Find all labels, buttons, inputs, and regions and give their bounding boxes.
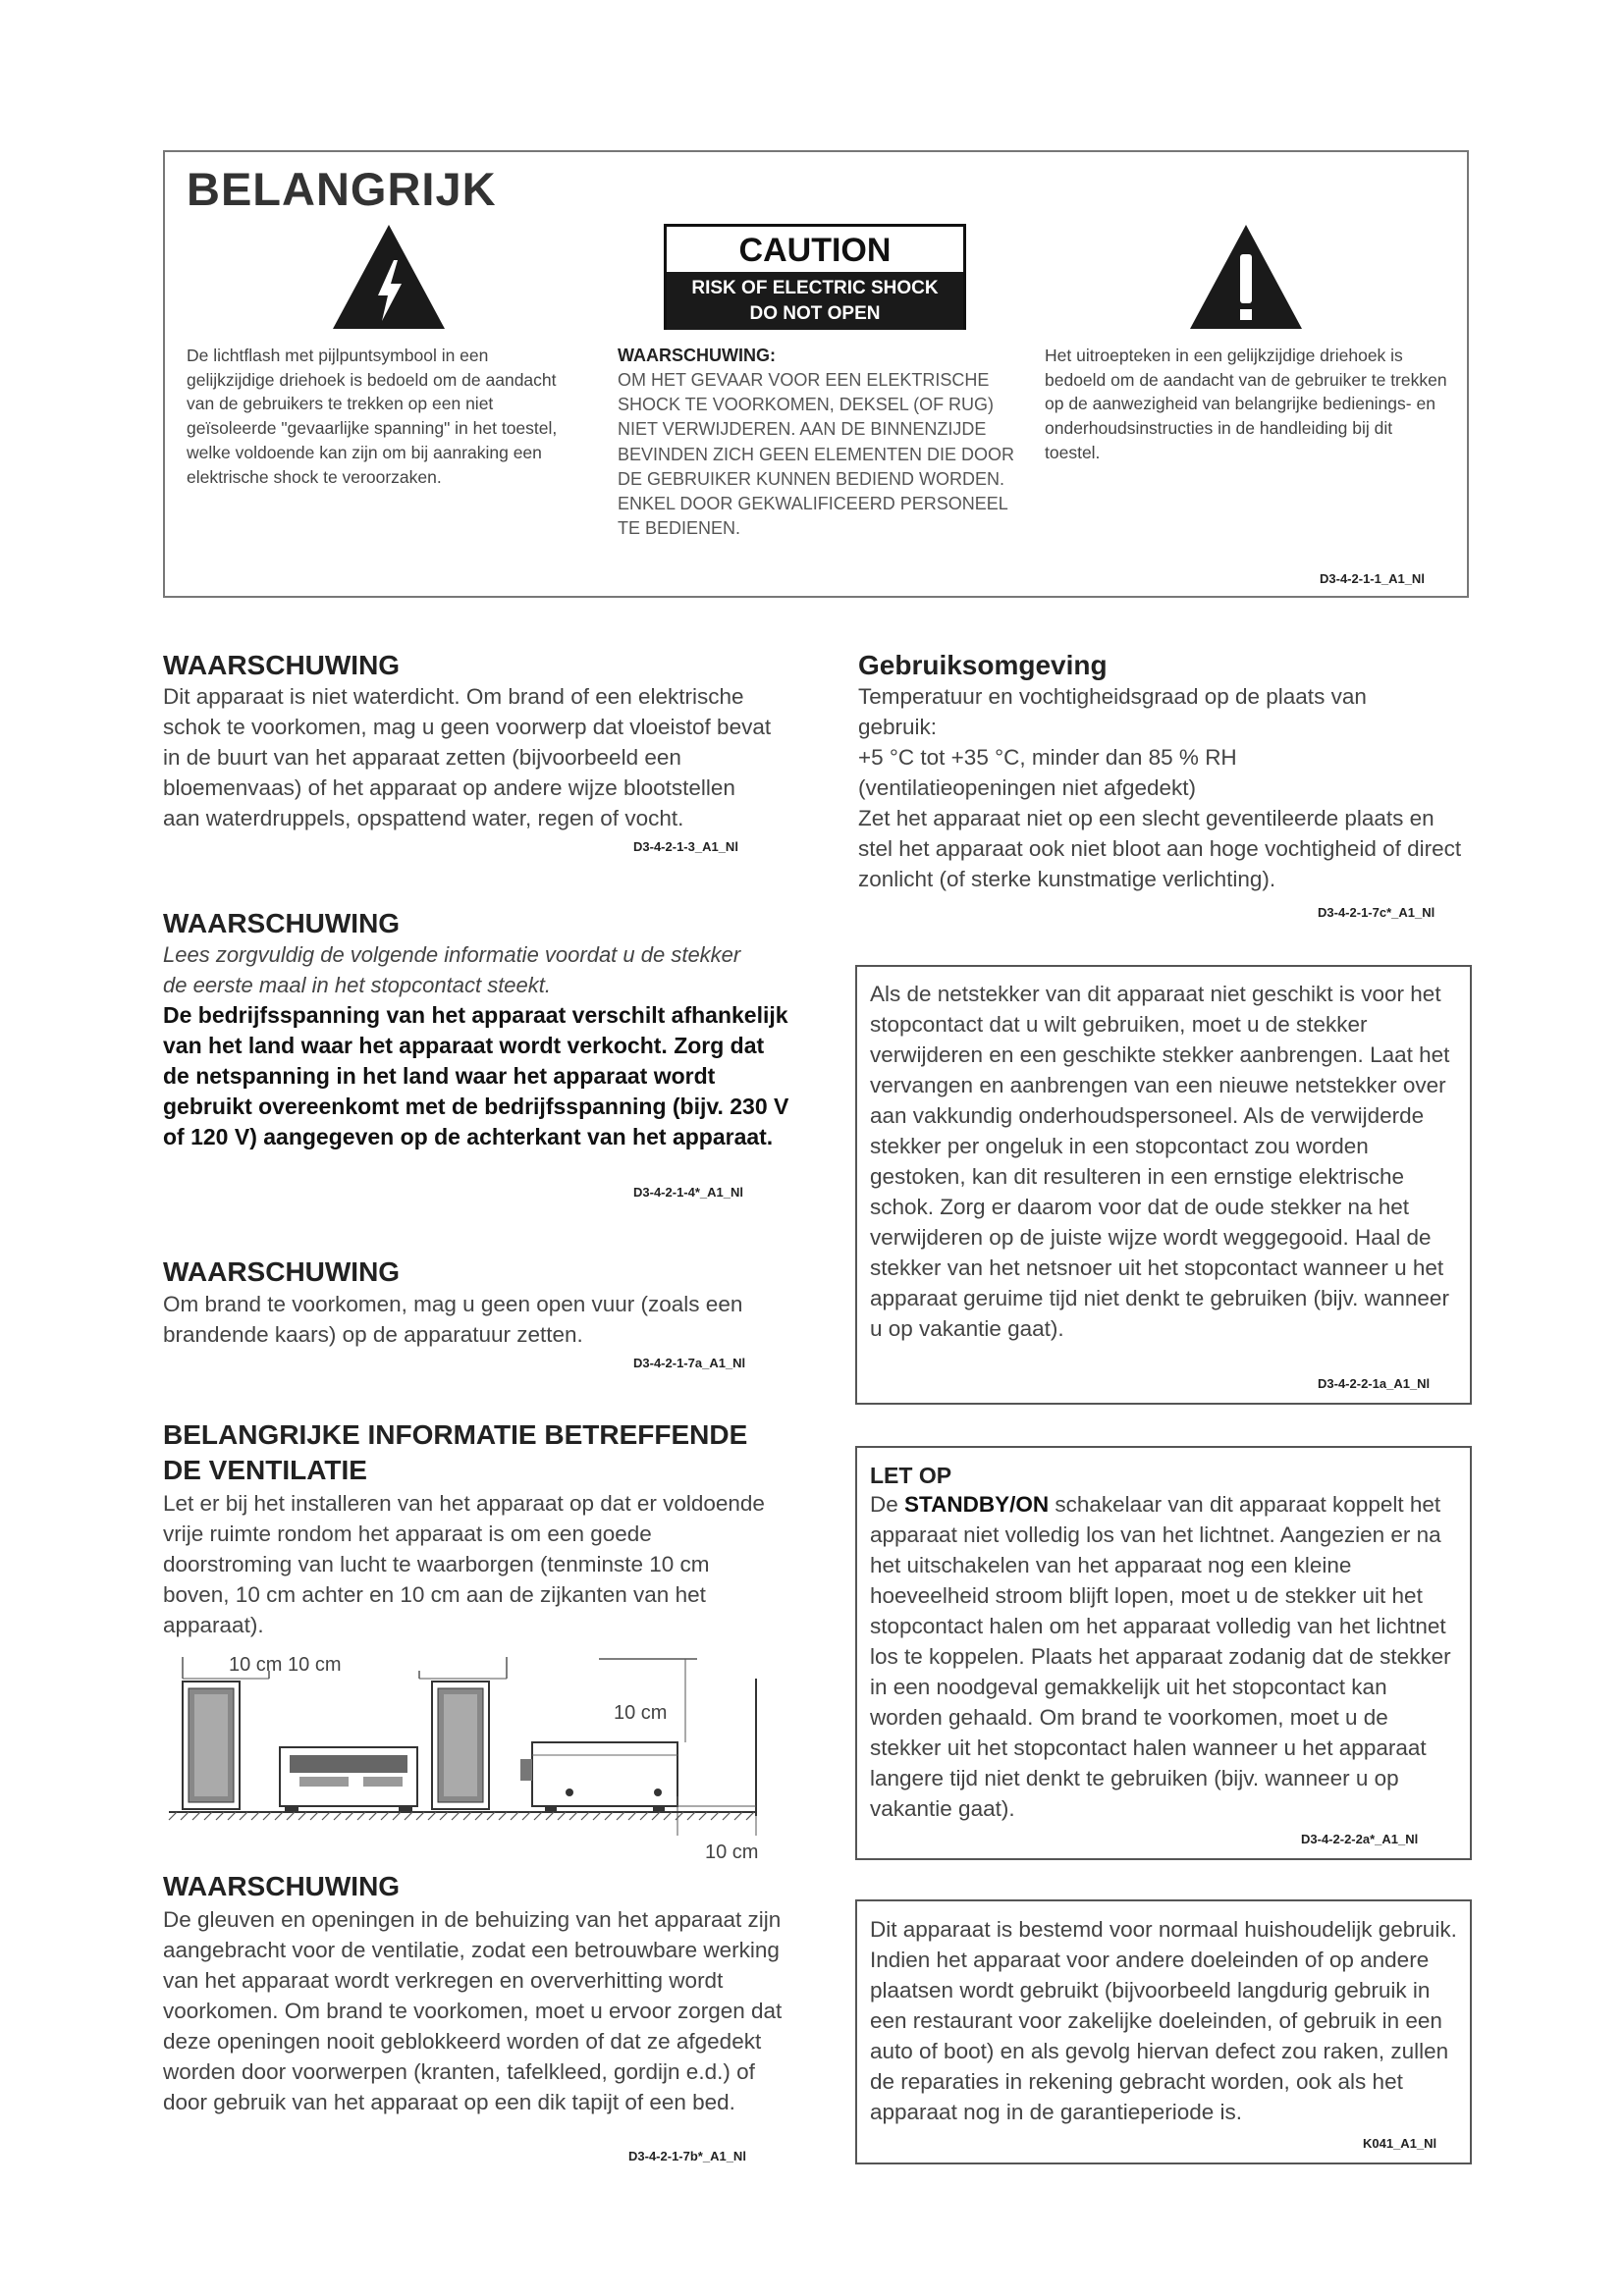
top-warning <box>618 344 1020 541</box>
exclamation-symbol-text: Het uitroepteken in een gelijkzijdige driehoek is bedoeld om de aandacht van de gebruiker te trekken op de aanwezigheid van belangrijke bedienings- en onderhoudsinstructies in de handleiding bij dit toestel. <box>1045 346 1447 462</box>
fire-code: D3-4-2-1-7a_A1_Nl <box>633 1356 746 1370</box>
environment-code: D3-4-2-1-7c*_A1_Nl <box>1318 905 1435 920</box>
caution-title: CAUTION <box>738 232 892 269</box>
ventilation-heading-line-2: DE VENTILATIE <box>163 1455 367 1485</box>
diagram-top-label: 10 cm 10 cm <box>229 1654 342 1676</box>
ventilation-heading-line-1: BELANGRIJKE INFORMATIE BETREFFENDE <box>163 1419 748 1450</box>
openings-code: D3-4-2-1-7b*_A1_Nl <box>628 2149 746 2163</box>
plug-text: Als de netstekker van dit apparaat niet geschikt is voor het stopcontact dat u wilt gebruiken, moet u de stekker verwijderen en een geschikte stekker aanbrengen. Laat het vervangen en aanbrengen van een nieuwe netstekker over aan vakkundig onderhoudspersoneel. Als de verwijderde stekker per ongeluk in een stopcontact zou worden gestoken, kan dit resulteren in een ernstige elektrische schok. Zorg er daarom voor dat de oude stekker na het verwijderen op de juiste wijze wordt weggegooid. Haal de stekker van het netsnoer uit het stopcontact wanneer u het apparaat geruime tijd niet denkt te gebruiken (bijv. wanneer u op vakantie gaat). <box>870 982 1450 1341</box>
voltage-text: De bedrijfsspanning van het apparaat verschilt afhankelijk van het land waar het apparaat wordt verkocht. Zorg dat de netspanning in het land waar het apparaat wordt gebruikt overeenkomt met de bedrijfsspanning (bijv. 230 V of 120 V) aangegeven op de achterkant van het apparaat. <box>163 1002 789 1149</box>
fire-text: Om brand te voorkomen, mag u geen open vuur (zoals een brandende kaars) op de apparatuur zetten. <box>163 1292 743 1347</box>
caution-line-1: RISK OF ELECTRIC SHOCK <box>691 278 939 298</box>
environment-intro: Temperatuur en vochtigheidsgraad op de plaats van gebruik: <box>858 684 1367 739</box>
standby-on-label: STANDBY/ON <box>904 1492 1050 1517</box>
caution-line-2: DO NOT OPEN <box>749 303 881 324</box>
openings-heading: WAARSCHUWING <box>163 1871 401 1901</box>
top-code: D3-4-2-1-1_A1_Nl <box>1320 571 1425 586</box>
waterproof-code: D3-4-2-1-3_A1_Nl <box>633 839 738 854</box>
voltage-intro: Lees zorgvuldig de volgende informatie voordat u de stekker de eerste maal in het stopcontact steekt. <box>163 942 741 997</box>
ventilation-diagram <box>167 1649 776 1845</box>
plug-code: D3-4-2-2-1a_A1_Nl <box>1318 1376 1431 1391</box>
caution-subtitle <box>667 272 963 330</box>
standby-code: D3-4-2-2-2a*_A1_Nl <box>1301 1832 1419 1846</box>
waterproof-text: Dit apparaat is niet waterdicht. Om brand of een elektrische schok te voorkomen, mag u geen voorwerp dat vloeistof bevat in de buurt van het apparaat zetten (bijvoorbeeld een bloemenvaas) of het apparaat op andere wijze blootstellen aan waterdruppels, opspattend water, regen of vocht. <box>163 684 772 830</box>
fire-heading: WAARSCHUWING <box>163 1256 401 1287</box>
lightning-warning-icon <box>331 223 447 331</box>
diagram-right-label: 10 cm <box>614 1702 668 1724</box>
standby-text <box>870 1489 1464 1824</box>
openings-text: De gleuven en openingen in de behuizing van het apparaat zijn aangebracht voor de ventilatie, zodat een betrouwbare werking van het apparaat wordt verkregen en oververhitting wordt voorkomen. Om brand te voorkomen, moet u ervoor zorgen dat deze openingen nooit geblokkeerd worden of dat ze afgedekt worden door voorwerpen (kranten, tafelkleed, gordijn e.d.) of door gebruik van het apparaat op een dik tapijt of een bed. <box>163 1907 783 2114</box>
caution-label <box>664 224 966 330</box>
top-warning-text: OM HET GEVAAR VOOR EEN ELEKTRISCHE SHOCK TE VOORKOMEN, DEKSEL (OF RUG) NIET VERWIJDEREN. AAN DE BINNENZIJDE BEVINDEN ZICH GEEN ELEMENTEN DIE DOOR DE GEBRUIKER KUNNEN BEDIEND WORDEN. ENKEL DOOR GEKWALIFICEERD PERSONEEL TE BEDIENEN. <box>618 370 1015 539</box>
standby-text-rest: schakelaar van dit apparaat koppelt het apparaat niet volledig los van het lichtnet. Aangezien er na het uitschakelen van het apparaat nog een kleine hoeveelheid stroom blijft lopen, moet u de stekker uit het stopcontact halen om het apparaat volledig van het lichtnet los te koppelen. Plaats het apparaat zodanig dat de stekker in een noodgeval gemakkelijk uit het stopcontact kan worden gehaald. Om brand te voorkomen, moet u de stekker uit het stopcontact halen wanneer u het apparaat langere tijd niet denkt te gebruiken (bijv. wanneer u op vakantie gaat). <box>870 1492 1451 1821</box>
ventilation-text: Let er bij het installeren van het apparaat op dat er voldoende vrije ruimte rondom het apparaat is om een goede doorstroming van lucht te waarborgen (tenminste 10 cm boven, 10 cm achter en 10 cm aan de zijkanten van het apparaat). <box>163 1491 765 1637</box>
environment-text: Zet het apparaat niet op een slecht geventileerde plaats en stel het apparaat ook niet bloot aan hoge vochtigheid of direct zonlicht (of sterke kunstmatige verlichting). <box>858 806 1462 891</box>
voltage-code: D3-4-2-1-4*_A1_Nl <box>633 1185 743 1200</box>
environment-range: +5 °C tot +35 °C, minder dan 85 % RH (ventilatieopeningen niet afgedekt) <box>858 745 1237 800</box>
diagram-bottom-label: 10 cm <box>705 1842 759 1863</box>
exclamation-warning-icon <box>1188 223 1304 331</box>
environment-heading: Gebruiksomgeving <box>858 650 1108 680</box>
standby-heading: LET OP <box>870 1463 952 1488</box>
ventilation-heading <box>163 1417 747 1488</box>
household-code: K041_A1_Nl <box>1363 2136 1437 2151</box>
top-warning-heading: WAARSCHUWING: <box>618 346 776 365</box>
waterproof-heading: WAARSCHUWING <box>163 650 401 680</box>
lightning-symbol-text: De lichtflash met pijlpuntsymbool in een gelijkzijdige driehoek is bedoeld om de aandacht van de gebruikers te trekken op een niet geïsoleerde "gevaarlijke spanning" in het toestel, welke voldoende kan zijn om bij aanraking een elektrische shock te veroorzaken. <box>187 346 558 487</box>
standby-text-start: De <box>870 1492 905 1517</box>
important-title: BELANGRIJK <box>187 163 497 215</box>
household-text: Dit apparaat is bestemd voor normaal huishoudelijk gebruik. Indien het apparaat voor andere doeleinden of op andere plaatsen wordt gebruikt (bijvoorbeeld langdurig gebruik in een restaurant voor zakelijke doeleinden, of gebruik in een auto of boot) en als gevolg hiervan defect zou raken, zullen de reparaties in rekening gebracht worden, ook als het apparaat nog in de garantieperiode is. <box>870 1917 1457 2124</box>
voltage-heading: WAARSCHUWING <box>163 908 401 938</box>
